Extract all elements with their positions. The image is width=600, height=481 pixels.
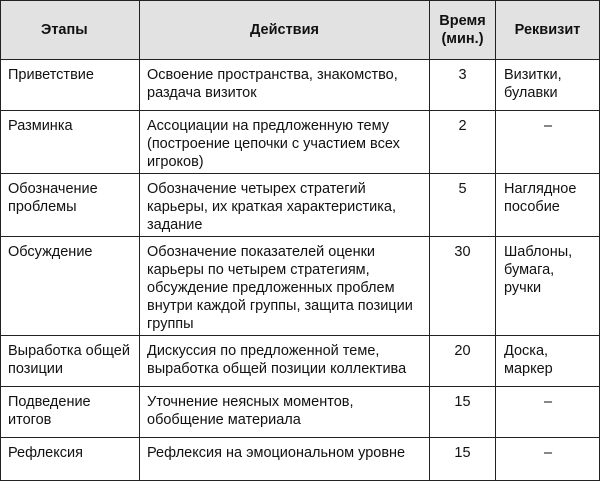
actions-cell: Обозначение четырех стратегий карьеры, их краткая характеристика, задание — [140, 174, 430, 237]
props-cell: Визитки, булавки — [496, 60, 600, 111]
actions-cell: Обозначение показателей оценки карьеры по четырем стратегиям, обсуждение предложенных проблем внутри каждой группы, защита позиции группы — [140, 237, 430, 336]
table-row — [1, 336, 600, 387]
header-props: Реквизит — [496, 1, 600, 60]
table-row — [1, 387, 600, 438]
actions-cell: Уточнение неясных моментов, обобщение материала — [140, 387, 430, 438]
stage-cell: Обсуждение — [1, 237, 140, 336]
stage-cell: Разминка — [1, 111, 140, 174]
time-cell: 2 — [430, 111, 496, 174]
actions-cell: Освоение пространства, знакомство, раздача визиток — [140, 60, 430, 111]
table-row — [1, 438, 600, 481]
header-actions: Действия — [140, 1, 430, 60]
actions-cell: Дискуссия по предложенной теме, выработка общей позиции коллектива — [140, 336, 430, 387]
props-cell: Доска, маркер — [496, 336, 600, 387]
props-cell: Наглядное пособие — [496, 174, 600, 237]
stage-cell: Приветствие — [1, 60, 140, 111]
time-cell: 20 — [430, 336, 496, 387]
header-stage: Этапы — [1, 1, 140, 60]
table-row — [1, 174, 600, 237]
header-time: Время (мин.) — [430, 1, 496, 60]
props-cell: Шаблоны, бумага, ручки — [496, 237, 600, 336]
time-cell: 30 — [430, 237, 496, 336]
props-cell: – — [496, 438, 600, 481]
table-row — [1, 237, 600, 336]
table-row — [1, 111, 600, 174]
stage-cell: Рефлексия — [1, 438, 140, 481]
stage-cell: Подведение итогов — [1, 387, 140, 438]
stage-cell: Обозначение проблемы — [1, 174, 140, 237]
actions-cell: Ассоциации на предложенную тему (построение цепочки с участием всех игроков) — [140, 111, 430, 174]
time-cell: 15 — [430, 387, 496, 438]
table-row — [1, 60, 600, 111]
props-cell: – — [496, 111, 600, 174]
header-row — [1, 1, 600, 60]
actions-cell: Рефлексия на эмоциональном уровне — [140, 438, 430, 481]
stage-cell: Выработка общей позиции — [1, 336, 140, 387]
time-cell: 3 — [430, 60, 496, 111]
time-cell: 5 — [430, 174, 496, 237]
props-cell: – — [496, 387, 600, 438]
time-cell: 15 — [430, 438, 496, 481]
